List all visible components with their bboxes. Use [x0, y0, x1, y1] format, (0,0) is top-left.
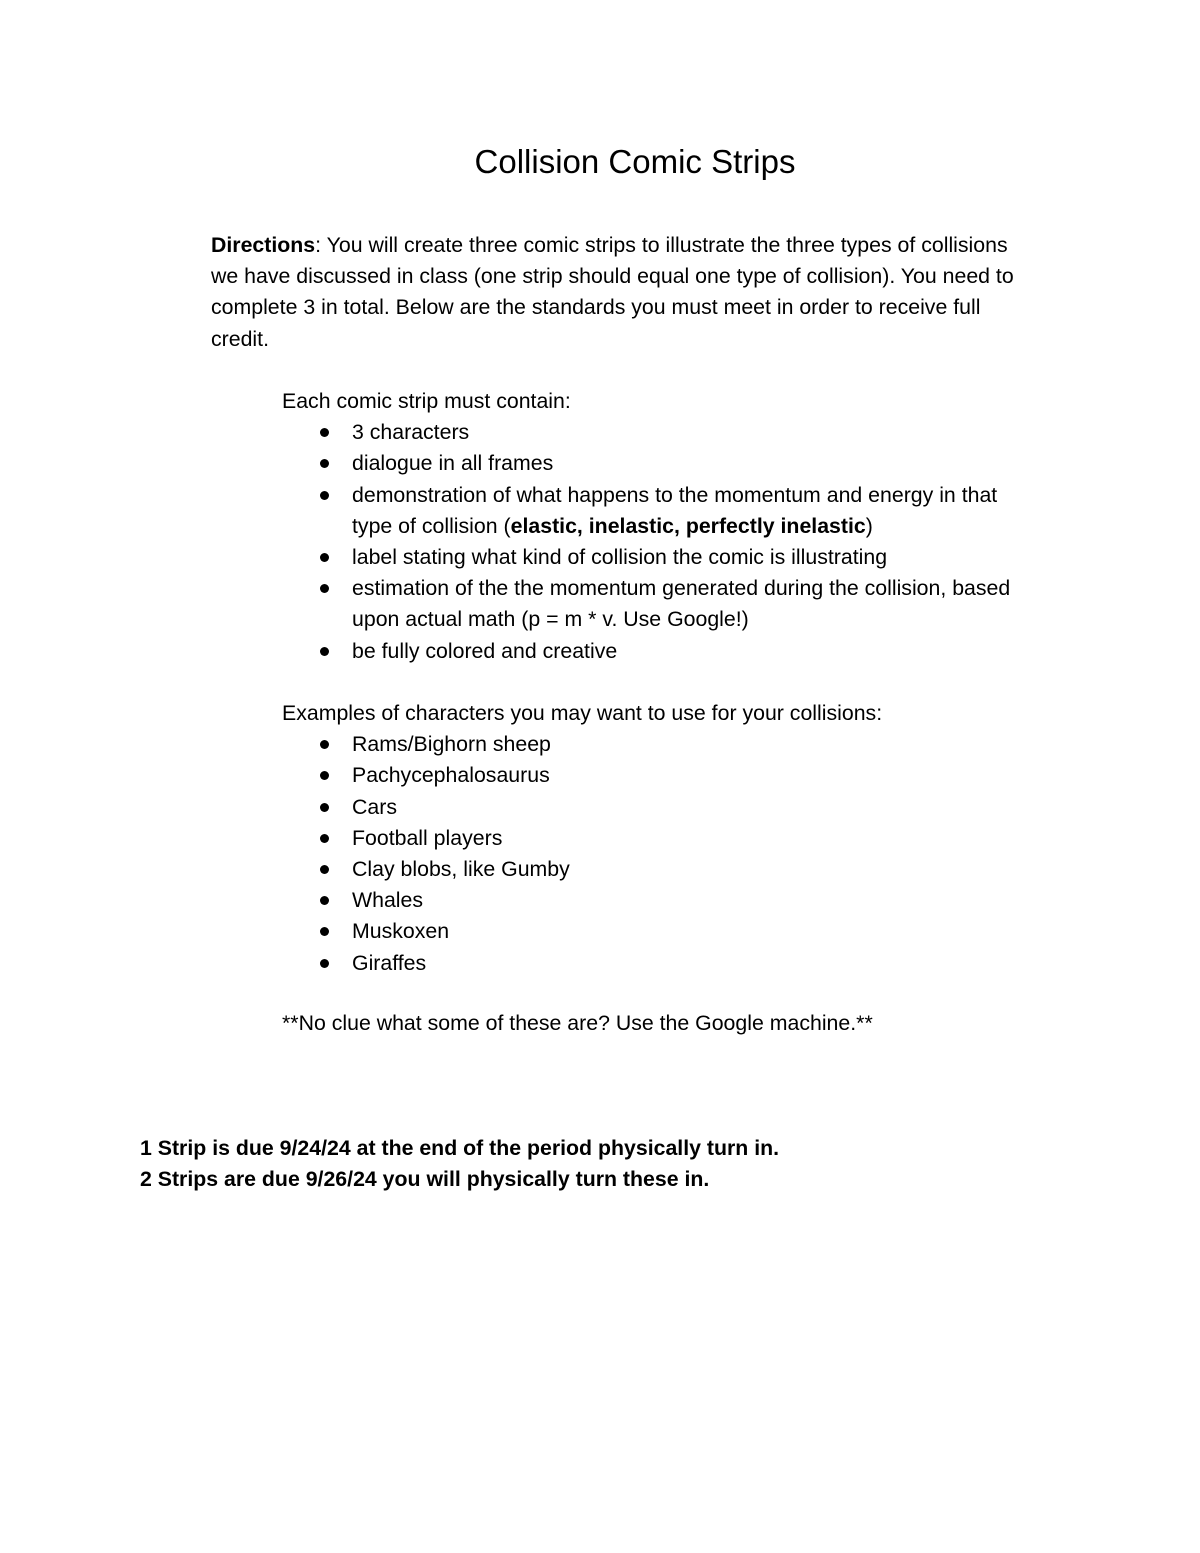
- requirements-intro: Each comic strip must contain:: [282, 389, 571, 413]
- page-title: Collision Comic Strips: [474, 143, 796, 180]
- requirements-section: [282, 386, 1042, 667]
- directions-paragraph: [211, 230, 1021, 355]
- example-text: Rams/Bighorn sheep: [352, 732, 551, 757]
- bullet-icon: [320, 896, 329, 905]
- list-item: [282, 916, 1042, 947]
- requirement-text-end: ): [865, 513, 873, 538]
- list-item: [282, 948, 1042, 979]
- example-text: Whales: [352, 888, 424, 913]
- list-item: [282, 417, 1042, 448]
- list-item: [282, 885, 1042, 916]
- bullet-icon: [320, 865, 329, 874]
- due-date-strip-1: 1 Strip is due 9/24/24 at the end of the period physically turn in.: [140, 1136, 780, 1160]
- requirement-text: demonstration of what happens to the momentum and energy in that type of collision (: [352, 482, 998, 538]
- list-item: [282, 448, 1042, 479]
- list-item: [282, 729, 1042, 760]
- bullet-icon: [320, 584, 329, 593]
- bullet-icon: [320, 740, 329, 749]
- list-item: [282, 760, 1042, 791]
- example-text: Giraffes: [352, 950, 427, 975]
- list-item: [282, 542, 1042, 573]
- list-item: [282, 792, 1042, 823]
- examples-list: [282, 729, 1042, 979]
- bullet-icon: [320, 927, 329, 936]
- bullet-icon: [320, 553, 329, 562]
- example-text: Pachycephalosaurus: [352, 763, 550, 788]
- requirement-text: 3 characters: [352, 420, 470, 445]
- bullet-icon: [320, 459, 329, 468]
- requirements-list: [282, 417, 1042, 667]
- examples-section: [282, 698, 1042, 979]
- requirement-text: be fully colored and creative: [352, 638, 618, 663]
- bullet-icon: [320, 491, 329, 500]
- requirement-text: label stating what kind of collision the comic is illustrating: [352, 545, 888, 570]
- bullet-icon: [320, 647, 329, 656]
- list-item: [282, 480, 1042, 542]
- bullet-icon: [320, 771, 329, 780]
- example-text: Clay blobs, like Gumby: [352, 857, 570, 882]
- requirement-text: estimation of the the momentum generated during the collision, based upon actual math (p = m * v. Use Google!): [352, 576, 1011, 632]
- requirement-text: dialogue in all frames: [352, 451, 554, 476]
- bullet-icon: [320, 428, 329, 437]
- due-date-strips-2: 2 Strips are due 9/26/24 you will physically turn these in.: [140, 1167, 710, 1191]
- directions-text: : You will create three comic strips to illustrate the three types of collisions we have discussed in class (one strip should equal one type of collision). You need to complete 3 in total. Below are the standards you must meet in order to receive full credit.: [211, 233, 1014, 351]
- example-text: Football players: [352, 825, 503, 850]
- list-item: [282, 573, 1042, 635]
- directions-label: Directions: [211, 233, 316, 257]
- list-item: [282, 854, 1042, 885]
- example-text: Muskoxen: [352, 919, 450, 944]
- bullet-icon: [320, 959, 329, 968]
- list-item: [282, 823, 1042, 854]
- collision-types-bold: elastic, inelastic, perfectly inelastic: [510, 513, 866, 538]
- bullet-icon: [320, 803, 329, 812]
- example-text: Cars: [352, 794, 397, 819]
- examples-intro: Examples of characters you may want to use for your collisions:: [282, 701, 883, 725]
- google-note: **No clue what some of these are? Use the Google machine.**: [282, 1011, 873, 1035]
- list-item: [282, 636, 1042, 667]
- bullet-icon: [320, 834, 329, 843]
